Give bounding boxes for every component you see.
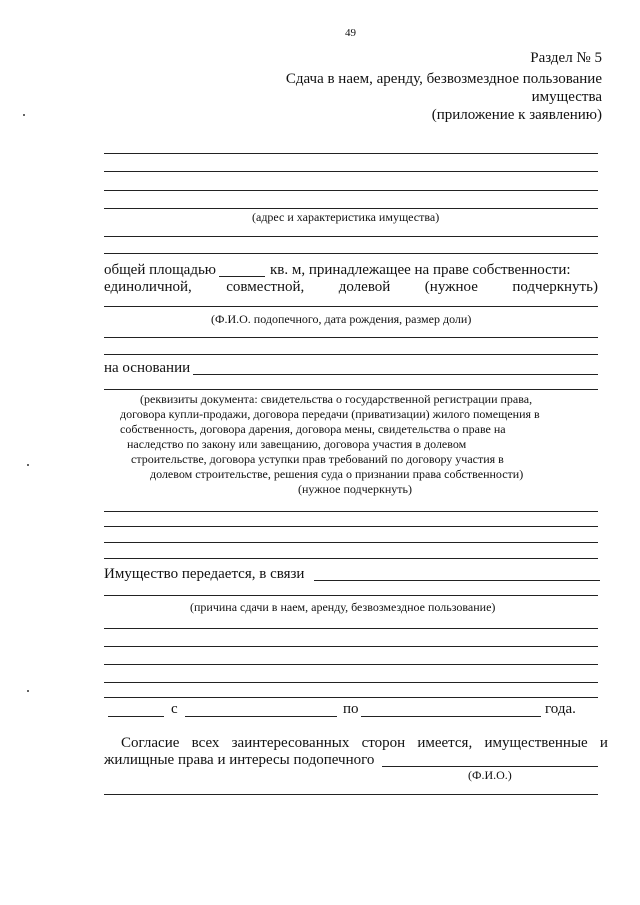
- period-to-input[interactable]: [361, 716, 541, 717]
- option-joint: совместной,: [226, 279, 305, 295]
- reason-field-line[interactable]: [104, 628, 598, 629]
- owner-field-line[interactable]: [104, 306, 598, 307]
- option-underline: подчеркнуть): [512, 279, 598, 295]
- area-label: общей площадью: [104, 262, 217, 278]
- consent-word: имущественные: [484, 735, 588, 751]
- address-field-line[interactable]: [104, 208, 598, 209]
- ward-name-input[interactable]: [382, 766, 598, 767]
- reason-field-line[interactable]: [104, 595, 598, 596]
- basis-details: строительстве, договора уступки прав требований по договору участия в: [131, 452, 504, 466]
- period-prefix-input[interactable]: [108, 716, 164, 717]
- scan-speck: [27, 690, 29, 692]
- consent-word: имеется,: [417, 735, 473, 751]
- consent-word: сторон: [361, 735, 406, 751]
- reason-caption: (причина сдачи в наем, аренду, безвозмездное пользование): [190, 600, 496, 614]
- scan-speck: [27, 464, 29, 466]
- basis-details: наследство по закону или завещанию, договора участия в долевом: [127, 437, 467, 451]
- ownership-options: [104, 279, 598, 296]
- consent-word: всех: [191, 735, 220, 751]
- reason-field-line[interactable]: [104, 682, 598, 683]
- section-title-continued: имущества: [531, 89, 602, 105]
- address-caption: (адрес и характеристика имущества): [252, 210, 440, 224]
- section-subtitle: (приложение к заявлению): [431, 107, 602, 123]
- reason-field-line[interactable]: [104, 646, 598, 647]
- period-to-label: по: [343, 701, 359, 717]
- address-field-line[interactable]: [104, 253, 598, 254]
- consent-statement-continued: жилищные права и интересы подопечного: [104, 752, 375, 768]
- period-from-input[interactable]: [185, 716, 337, 717]
- basis-details: договора купли-продажи, договора передачи (приватизации) жилого помещения в: [120, 407, 540, 421]
- consent-word: Согласие: [121, 735, 180, 751]
- section-title: Сдача в наем, аренду, безвозмездное пользование: [285, 71, 602, 87]
- owner-caption: (Ф.И.О. подопечного, дата рождения, размер доли): [211, 312, 472, 326]
- address-field-line[interactable]: [104, 153, 598, 154]
- period-year-label: года.: [545, 701, 576, 717]
- consent-word: заинтересованных: [231, 735, 350, 751]
- transfer-label: Имущество передается, в связи: [104, 566, 305, 582]
- transfer-input[interactable]: [314, 580, 600, 581]
- area-input[interactable]: [219, 276, 265, 277]
- owner-field-line[interactable]: [104, 337, 598, 338]
- basis-field-line[interactable]: [104, 389, 598, 390]
- ownership-text: кв. м, принадлежащее на праве собственности:: [270, 262, 571, 278]
- basis-details: (реквизиты документа: свидетельства о государственной регистрации права,: [140, 392, 533, 406]
- period-from-label: с: [171, 701, 178, 717]
- option-note: (нужное: [424, 279, 478, 295]
- address-field-line[interactable]: [104, 236, 598, 237]
- final-field-line[interactable]: [104, 794, 598, 795]
- page-number: 49: [345, 27, 356, 39]
- basis-field-line[interactable]: [104, 526, 598, 527]
- fio-caption: (Ф.И.О.): [468, 768, 512, 782]
- reason-field-line[interactable]: [104, 697, 598, 698]
- basis-field-line[interactable]: [104, 542, 598, 543]
- basis-details: собственность, договора дарения, договора мены, свидетельства о праве на: [120, 422, 506, 436]
- option-shared: долевой: [338, 279, 391, 295]
- basis-input[interactable]: [193, 374, 598, 375]
- basis-note: (нужное подчеркнуть): [298, 482, 412, 496]
- basis-field-line[interactable]: [104, 511, 598, 512]
- section-number: Раздел № 5: [530, 50, 602, 66]
- address-field-line[interactable]: [104, 190, 598, 191]
- owner-field-line[interactable]: [104, 354, 598, 355]
- basis-field-line[interactable]: [104, 558, 598, 559]
- basis-label: на основании: [104, 360, 191, 376]
- address-field-line[interactable]: [104, 171, 598, 172]
- scan-speck: [23, 114, 25, 116]
- reason-field-line[interactable]: [104, 664, 598, 665]
- basis-details: долевом строительстве, решения суда о признании права собственности): [150, 467, 524, 481]
- consent-word: и: [599, 735, 608, 751]
- consent-statement: [121, 735, 608, 752]
- option-sole: единоличной,: [104, 279, 192, 295]
